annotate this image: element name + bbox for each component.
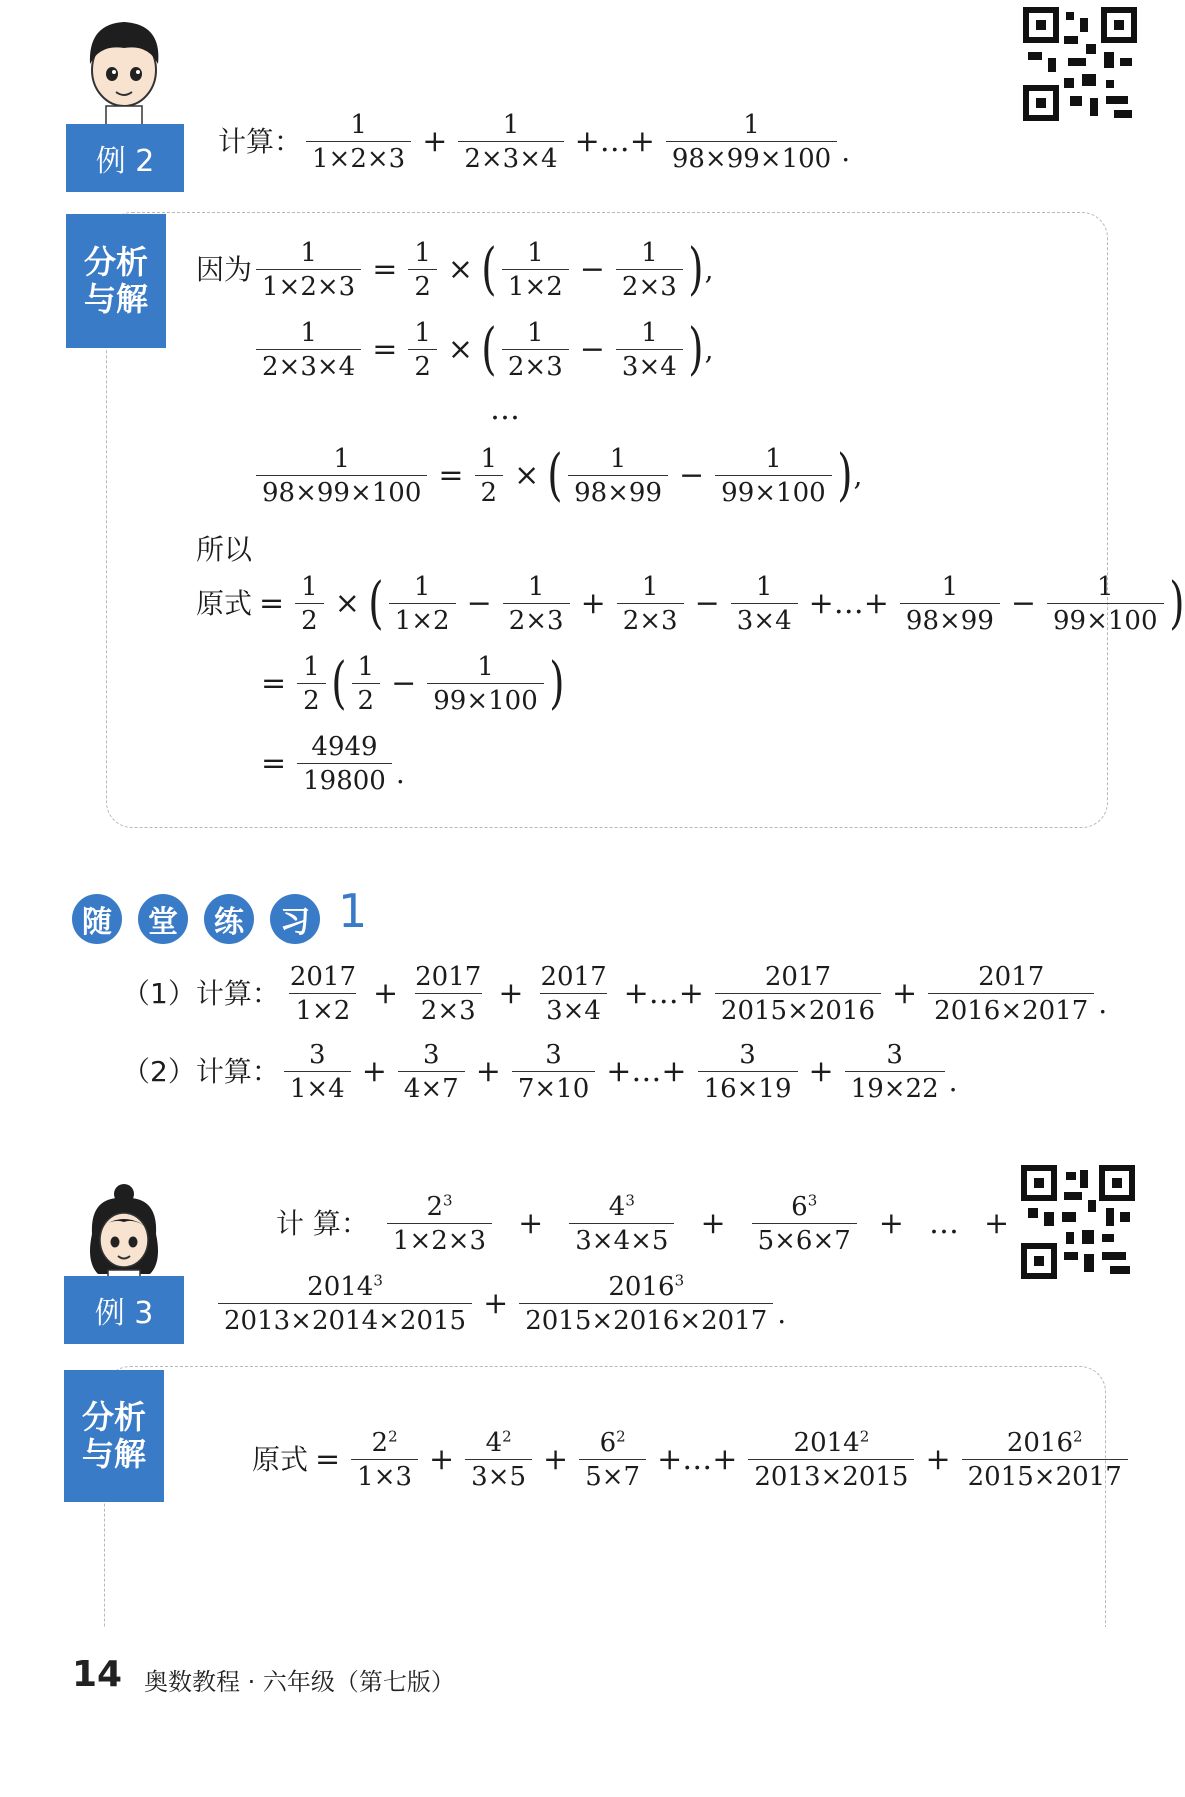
analysis-2-result: = $\frac{4949}{19800}$ . <box>261 732 405 796</box>
example-2-problem: 计算： $\frac{1}{1\times 2\times 3}$ + $\frac{1}{2\times 3\times 4}$ +…+ $\frac{1}{98\times 99\times 100}$ . <box>218 110 851 174</box>
analysis-2-step-2: = $\frac{1}{2}$ ( $\frac{1}{2}$ − $\frac{1}{99\times 100}$ ) <box>261 651 565 716</box>
analysis-2-line-2: $\frac{1}{2\times 3\times 4}$ = $\frac{1}{2}$ × ( $\frac{1}{2\times 3}$ − $\frac{1}{3\times 4}$ ) , <box>252 320 714 380</box>
boy-avatar-icon <box>78 14 170 129</box>
practice-question-1: （1）计算： $\frac{2017}{1\times 2}$ + $\frac{2017}{2\times 3}$ + $\frac{2017}{3\times 4}$ +…+ $\frac{2017}{2015\times 2016}$ + $\frac{2017}{2016\times 2017}$ . <box>122 962 1108 1026</box>
analysis-2-line-1: 因为 $\frac{1}{1\times 2\times 3}$ = $\frac{1}{2}$ × ( $\frac{1}{1\times 2}$ − $\frac{1}{2\times 3}$ ) , <box>196 237 714 302</box>
analysis-2-dots: … <box>490 392 520 427</box>
practice-question-2: （2）计算： $\frac{3}{1\times 4}$ + $\frac{3}{4\times 7}$ + $\frac{3}{7\times 10}$ +…+ $\frac{3}{16\times 19}$ + $\frac{3}{19\times 22}$ . <box>122 1040 958 1104</box>
practice-number: 1 <box>338 884 368 938</box>
example-2-label: 例 2 <box>66 124 184 192</box>
analysis-2-so: 所以 <box>196 533 253 566</box>
analysis-2-label: 分析 与解 <box>66 214 166 348</box>
page-number: 14 <box>72 1654 123 1695</box>
analysis-2-line-3: $\frac{1}{98\times 99\times 100}$ = $\frac{1}{2}$ × ( $\frac{1}{98\times 99}$ − $\frac{1}{99\times 100}$ ) , <box>252 446 862 506</box>
practice-badge-3: 练 <box>204 894 254 944</box>
girl-avatar-icon <box>84 1182 164 1290</box>
analysis-3-line: 原式 = $\frac{2^2}{1\times 3}$ + $\frac{4^2}{3\times 5}$ + $\frac{6^2}{5\times 7}$ +…+ $\frac{2014^2}{2013\times 2015}$ + $\frac{2016^2}{2015\times 2017}$ <box>252 1430 1132 1490</box>
qr-code-icon[interactable] <box>1024 8 1136 120</box>
analysis-3-label: 分析 与解 <box>64 1370 164 1502</box>
practice-badge-2: 堂 <box>138 894 188 944</box>
qr-code-icon[interactable] <box>1022 1166 1134 1278</box>
example-3-problem-line-2: $\frac{2014^3}{2013\times 2014\times 2015}$ + $\frac{2016^3}{2015\times 2016\times 2017}$ . <box>214 1274 786 1334</box>
analysis-2-sum-line: 原式 = $\frac{1}{2}$ × ( $\frac{1}{1\times 2}$ − $\frac{1}{2\times 3}$ + $\frac{1}{2\times 3}$ − $\frac{1}{3\times 4}$ +…+ $\frac{1}{98\times 99}$ − $\frac{1}{99\times 100}$ ) <box>196 571 1185 636</box>
analysis-3-box <box>104 1366 1106 1627</box>
example-3-problem-line-1: 计 算： $\frac{2^3}{1\times 2\times 3}$ + $\frac{4^3}{3\times 4\times 5}$ + $\frac{6^3}{5\times 6\times 7}$ + … + <box>276 1191 1010 1256</box>
book-title: 奥数教程 · 六年级（第七版） <box>144 1668 455 1696</box>
practice-badge-4: 习 <box>270 894 320 944</box>
example-3-label: 例 3 <box>64 1276 184 1344</box>
practice-badge-1: 随 <box>72 894 122 944</box>
